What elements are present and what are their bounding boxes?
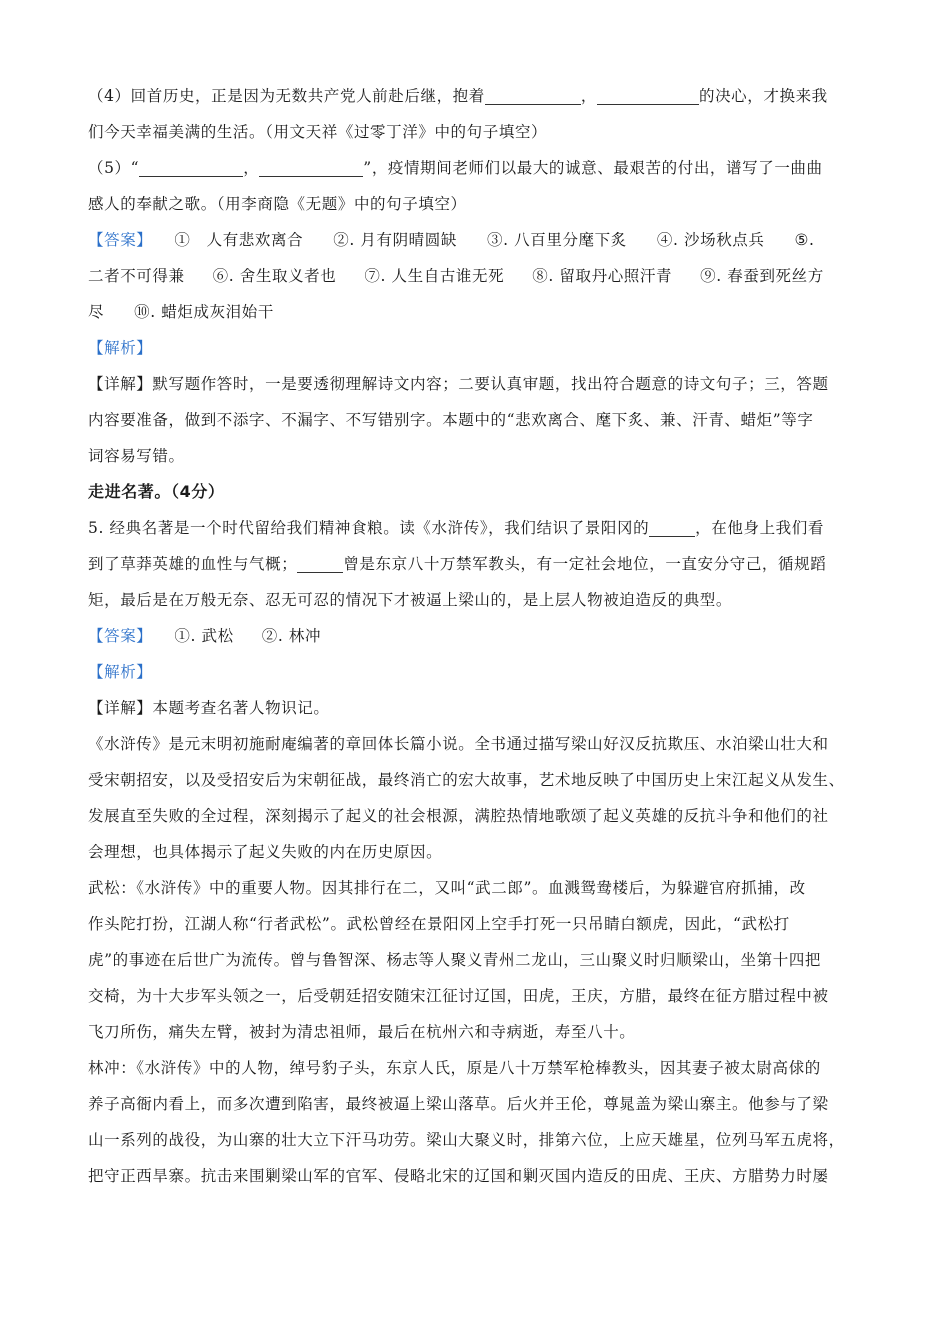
paragraph-line: 养子高衙内看上，而多次遭到陷害，最终被逼上梁山落草。后火并王伦，尊晁盖为梁山寨主。他参与了梁	[88, 1095, 829, 1113]
answer-item: ⑩. 蜡炬成灰泪始干	[134, 303, 274, 321]
answer-item: ②. 林冲	[261, 627, 322, 645]
analysis-detail-line-2: 内容要准备，做到不添字、不漏字、不写错别字。本题中的“悲欢离合、麾下炙、兼、汗青、蜡炬”等字	[88, 411, 814, 429]
paragraph-line: 《水浒传》是元末明初施耐庵编著的章回体长篇小说。全书通过描写梁山好汉反抗欺压、水泊梁山壮大和	[88, 735, 829, 753]
paragraph-line: 飞刀所伤，痛失左臂，被封为清忠祖师，最后在杭州六和寺病逝，寿至八十。	[88, 1023, 636, 1041]
analysis-detail-intro: 【详解】本题考查名著人物识记。	[88, 699, 330, 717]
answer-line-1	[88, 222, 864, 258]
section-title: 走进名著。（4分）	[88, 482, 225, 501]
answer-blank[interactable]	[649, 516, 695, 537]
paragraph-line: 把守正西旱寨。抗击来围剿梁山军的官军、侵略北宋的辽国和剿灭国内造反的田虎、王庆、方腊势力时屡	[88, 1167, 829, 1185]
detail-label: 【详解】	[88, 375, 153, 393]
paragraph-line: 林冲：《水浒传》中的人物，绰号豹子头，东京人氏，原是八十万禁军枪棒教头，因其妻子被太尉高俅的	[88, 1059, 821, 1077]
answer-item: ①. 武松	[174, 627, 234, 645]
answer-line-3	[88, 294, 864, 330]
question-lit-line-3: 矩，最后是在万般无奈、忍无可忍的情况下才被逼上梁山的，是上层人物被迫造反的典型。	[88, 591, 733, 609]
document-page	[88, 78, 864, 1194]
answer-blank[interactable]	[259, 156, 363, 177]
answer-label: 【答案】	[88, 627, 153, 645]
answer-item: ②. 月有阴晴圆缺	[333, 231, 457, 249]
answer-line-2	[88, 258, 864, 294]
answer-item: ⑦. 人生自古谁无死	[364, 267, 505, 285]
question-5-line-2: 感人的奉献之歌。（用李商隐《无题》中的句子填空）	[88, 195, 467, 213]
answer-blank[interactable]	[597, 84, 699, 105]
question-4-line-2: 们今天幸福美满的生活。（用文天祥《过零丁洋》中的句子填空）	[88, 123, 548, 141]
paragraph-line: 作头陀打扮，江湖人称“行者武松”。武松曾经在景阳冈上空手打死一只吊睛白额虎，因此，“武松打	[88, 915, 790, 933]
detail-label: 【详解】	[88, 699, 153, 717]
paragraph-line: 虎”的事迹在后世广为流传。曾与鲁智深、杨志等人聚义青州二龙山，三山聚义时归顺梁山，坐第十四把	[88, 951, 822, 969]
question-lit-line-1: 5. 经典名著是一个时代留给我们精神食粮。读《水浒传》，我们结识了景阳冈的 ，在他身上我们看	[88, 510, 864, 546]
answer-item: ① 人有悲欢离合	[174, 231, 304, 249]
answer-item: ③. 八百里分麾下炙	[486, 231, 627, 249]
answer-item: ⑧. 留取丹心照汗青	[532, 267, 673, 285]
answer-line	[88, 618, 864, 654]
paragraph-line: 山一系列的战役，为山寨的壮大立下汗马功劳。梁山大聚义时，排第六位，上应天雄星，位列马军五虎将，	[88, 1131, 845, 1149]
answer-item: ⑨. 春蚕到死丝方	[700, 267, 824, 285]
answer-blank[interactable]	[139, 156, 243, 177]
answer-item: 二者不可得兼	[88, 267, 185, 285]
answer-blank[interactable]	[485, 84, 581, 105]
answer-item: ⑥. 舍生取义者也	[212, 267, 337, 285]
answer-label: 【答案】	[88, 231, 153, 249]
question-lit-line-2: 到了草莽英雄的血性与气概； 曾是东京八十万禁军教头，有一定社会地位，一直安分守己，循规蹈	[88, 546, 864, 582]
paragraph-line: 发展直至失败的全过程，深刻揭示了起义的社会根源，满腔热情地歌颂了起义英雄的反抗斗争和他们的社	[88, 807, 829, 825]
answer-item: ④. 沙场秋点兵	[656, 231, 765, 249]
analysis-detail-line-3: 词容易写错。	[88, 447, 185, 465]
paragraph-line: 交椅，为十大步军头领之一，后受朝廷招安随宋江征讨辽国，田虎，王庆，方腊，最终在征方腊过程中被	[88, 987, 829, 1005]
answer-item: ⑤.	[794, 231, 815, 249]
analysis-label: 【解析】	[88, 339, 153, 357]
paragraph-line: 会理想，也具体揭示了起义失败的内在历史原因。	[88, 843, 443, 861]
paragraph-line: 受宋朝招安，以及受招安后为宋朝征战，最终消亡的宏大故事，艺术地反映了中国历史上宋江起义从发生、	[88, 771, 845, 789]
analysis-detail-line-1: 【详解】默写题作答时，一是要透彻理解诗文内容；二要认真审题，找出符合题意的诗文句子；三，答题	[88, 375, 829, 393]
answer-blank[interactable]	[297, 552, 343, 573]
question-4-line-1: （4）回首历史，正是因为无数共产党人前赴后继，抱着 ， 的决心，才换来我	[88, 78, 864, 114]
paragraph-line: 武松：《水浒传》中的重要人物。因其排行在二，又叫“武二郎”。血溅鸳鸯楼后，为躲避官府抓捕，改	[88, 879, 806, 897]
question-5-line-1: （5）“ ， ”，疫情期间老师们以最大的诚意、最艰苦的付出，谱写了一曲曲	[88, 150, 864, 186]
analysis-label: 【解析】	[88, 663, 153, 681]
answer-item: 尽	[88, 303, 105, 321]
